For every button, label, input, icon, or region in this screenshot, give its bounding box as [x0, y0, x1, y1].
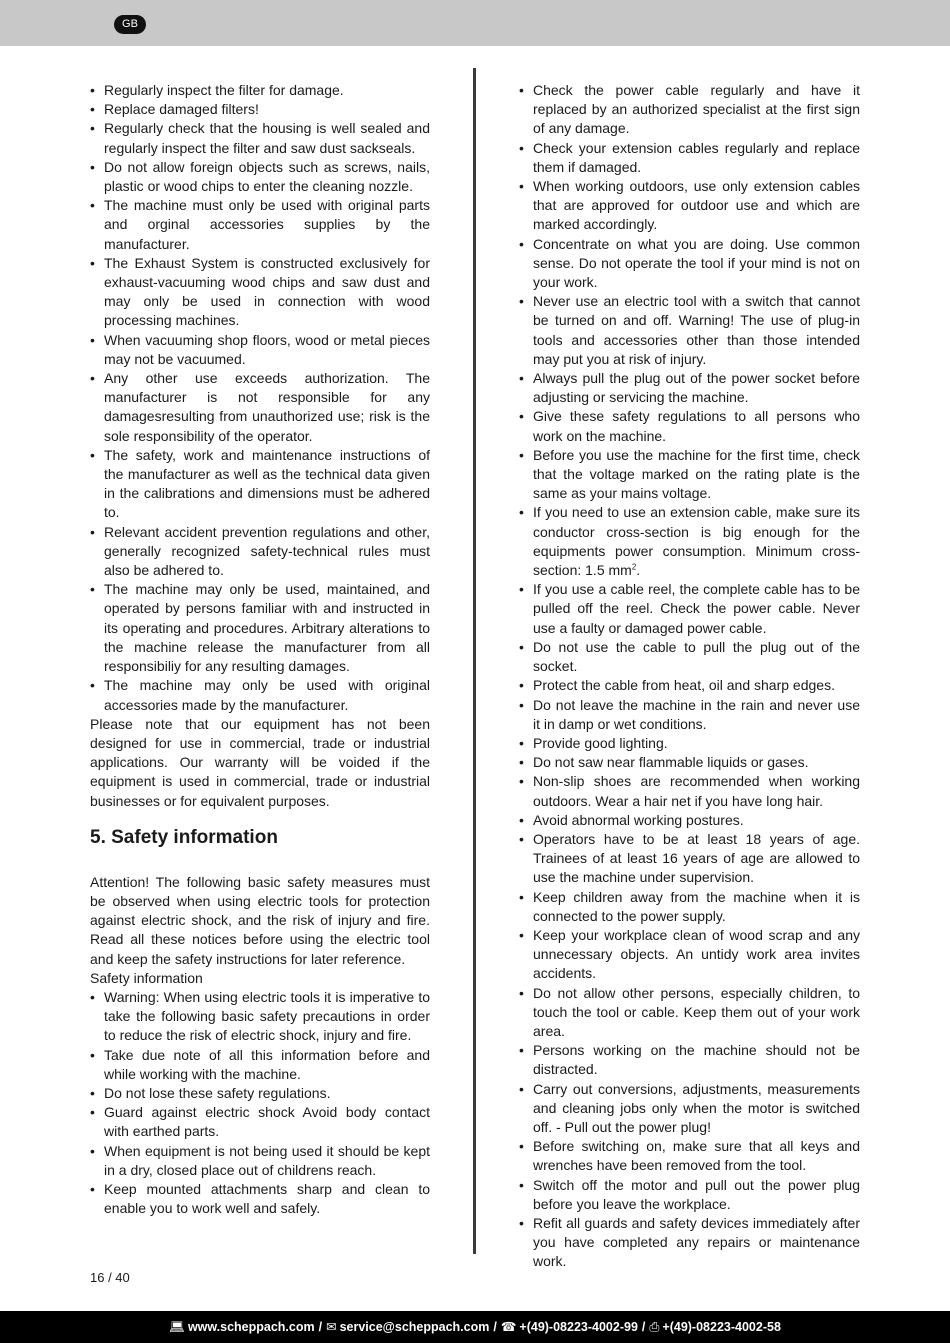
list-item: • When equipment is not being used it should be kept in a dry, closed place out of childrens reach.	[90, 1142, 430, 1180]
bullet-list-workplace	[519, 580, 860, 1271]
list-item: • Operators have to be at least 18 years of age. Trainees of at least 16 years of age are allowed to use the machine under supervision.	[519, 830, 860, 888]
list-item: • Always pull the plug out of the power socket before adjusting or servicing the machine.	[519, 369, 860, 407]
list-item: • Relevant accident prevention regulations and other, generally recognized safety-technical rules must also be adhered to.	[90, 523, 430, 581]
list-item: • Before switching on, make sure that all keys and wrenches have been removed from the tool.	[519, 1137, 860, 1175]
computer-icon: 💻︎	[169, 1320, 185, 1334]
list-item: • Guard against electric shock Avoid body contact with earthed parts.	[90, 1103, 430, 1141]
list-item: • The machine must only be used with original parts and orginal accessories supplies by the manufacturer.	[90, 196, 430, 254]
bullet-list-usage	[90, 81, 430, 715]
list-item: • Do not lose these safety regulations.	[90, 1084, 430, 1103]
list-item: • The machine may only be used with original accessories made by the manufacturer.	[90, 676, 430, 714]
language-badge: GB	[114, 15, 146, 34]
fax-number: +(49)-08223-4002-58	[662, 1320, 781, 1334]
list-item: • Provide good lighting.	[519, 734, 860, 753]
bullet-list-safety	[90, 988, 430, 1218]
list-item: • Do not use the cable to pull the plug out of the socket.	[519, 638, 860, 676]
list-item: • The safety, work and maintenance instructions of the manufacturer as well as the technical data given in the calibrations and dimensions must be adhered to.	[90, 446, 430, 523]
page-number: 16 / 40	[90, 1270, 130, 1285]
list-item: • Do not saw near flammable liquids or gases.	[519, 753, 860, 772]
cable-text: If you need to use an extension cable, make sure its conductor cross-section is big enough for the equipments power consumption. Minimum cross-section: 1.5 mm	[533, 504, 860, 579]
list-item: • Any other use exceeds authorization. The manufacturer is not responsible for any damagesresulting from unauthorized use; risk is the sole responsibility of the operator.	[90, 369, 430, 446]
list-item: • Carry out conversions, adjustments, measurements and cleaning jobs only when the motor is switched off. - Pull out the power plug!	[519, 1080, 860, 1138]
right-column	[519, 81, 860, 1272]
list-item: • Before you use the machine for the first time, check that the voltage marked on the rating plate is the same as your mains voltage.	[519, 446, 860, 504]
top-bar	[0, 0, 950, 46]
fax-icon: ⎙	[649, 1320, 660, 1334]
list-item: • Keep mounted attachments sharp and clean to enable you to work well and safely.	[90, 1180, 430, 1218]
attention-paragraph: Attention! The following basic safety measures must be observed when using electric tools for protection against electric shock, and the risk of injury and fire. Read all these notices before using the electric tool and keep the safety instructions for later reference.	[90, 873, 430, 967]
list-item: • Check your extension cables regularly and replace them if damaged.	[519, 139, 860, 177]
list-item: • Keep children away from the machine when it is connected to the power supply.	[519, 888, 860, 926]
list-item: • Replace damaged filters!	[90, 100, 430, 119]
list-item: • The machine may only be used, maintained, and operated by persons familiar with and instructed in its operating and procedures. Arbitrary alterations to the machine release the manufacturer from all responsibiliy for any resulting damages.	[90, 580, 430, 676]
section-heading: 5. Safety information	[90, 826, 278, 848]
left-column	[90, 81, 430, 1218]
email-link[interactable]: service@scheppach.com	[339, 1320, 490, 1334]
list-item: • Keep your workplace clean of wood scrap and any unnecessary objects. An untidy work area invites accidents.	[519, 926, 860, 984]
separator: /	[318, 1320, 323, 1334]
list-item: • Do not allow foreign objects such as screws, nails, plastic or wood chips to enter the cleaning nozzle.	[90, 158, 430, 196]
bullet-list-cable	[519, 503, 860, 580]
list-item: • When vacuuming shop floors, wood or metal pieces may not be vacuumed.	[90, 331, 430, 369]
list-item: • Protect the cable from heat, oil and sharp edges.	[519, 676, 860, 695]
website-link[interactable]: www.scheppach.com	[187, 1320, 315, 1334]
mail-icon: ✉︎	[326, 1320, 337, 1334]
list-item: • Warning: When using electric tools it is imperative to take the following basic safety precautions in order to reduce the risk of electric shock, injury and fire.	[90, 988, 430, 1046]
commercial-use-note: Please note that our equipment has not been designed for use in commercial, trade or industrial applications. Our warranty will be voided if the equipment is used in commercial, trade or industrial businesses or for equivalent purposes.	[90, 715, 430, 809]
footer-bar	[0, 1311, 950, 1343]
list-item: • Take due note of all this information before and while working with the machine.	[90, 1046, 430, 1084]
subheading: Safety information	[90, 969, 203, 986]
list-item: • Never use an electric tool with a switch that cannot be turned on and off. Warning! The use of plug-in tools and accessories other than those intended may put you at risk of injury.	[519, 292, 860, 369]
separator: /	[641, 1320, 646, 1334]
phone-number: +(49)-08223-4002-99	[519, 1320, 638, 1334]
list-item: • Refit all guards and safety devices immediately after you have completed any repairs or maintenance work.	[519, 1214, 860, 1272]
list-item: • Avoid abnormal working postures.	[519, 811, 860, 830]
list-item: • Concentrate on what you are doing. Use common sense. Do not operate the tool if your mind is not on your work.	[519, 235, 860, 293]
superscript: 2	[631, 562, 637, 572]
list-item: • Check the power cable regularly and have it replaced by an authorized specialist at the first sign of any damage.	[519, 81, 860, 139]
list-item: • Non-slip shoes are recommended when working outdoors. Wear a hair net if you have long hair.	[519, 772, 860, 810]
list-item: • Persons working on the machine should not be distracted.	[519, 1041, 860, 1079]
list-item: • The Exhaust System is constructed exclusively for exhaust-vacuuming wood chips and saw dust and may only be used in connection with wood processing machines.	[90, 254, 430, 331]
list-item: • Regularly check that the housing is well sealed and regularly inspect the filter and saw dust sackseals.	[90, 119, 430, 157]
list-item: • Regularly inspect the filter for damage.	[90, 81, 430, 100]
bullet-list-electrical	[519, 81, 860, 503]
list-item: • Do not allow other persons, especially children, to touch the tool or cable. Keep them out of your work area.	[519, 984, 860, 1042]
list-item: • If you use a cable reel, the complete cable has to be pulled off the reel. Check the power cable. Never use a faulty or damaged power cable.	[519, 580, 860, 638]
cable-text-end: .	[636, 562, 641, 579]
list-item-extension-cable	[519, 503, 860, 580]
phone-icon: ☎︎	[500, 1320, 517, 1334]
list-item: • Switch off the motor and pull out the power plug before you leave the workplace.	[519, 1176, 860, 1214]
list-item: • Do not leave the machine in the rain and never use it in damp or wet conditions.	[519, 696, 860, 734]
list-item: • When working outdoors, use only extension cables that are approved for outdoor use and which are marked accordingly.	[519, 177, 860, 235]
list-item: • Give these safety regulations to all persons who work on the machine.	[519, 407, 860, 445]
separator: /	[493, 1320, 497, 1334]
column-divider	[473, 68, 476, 1254]
